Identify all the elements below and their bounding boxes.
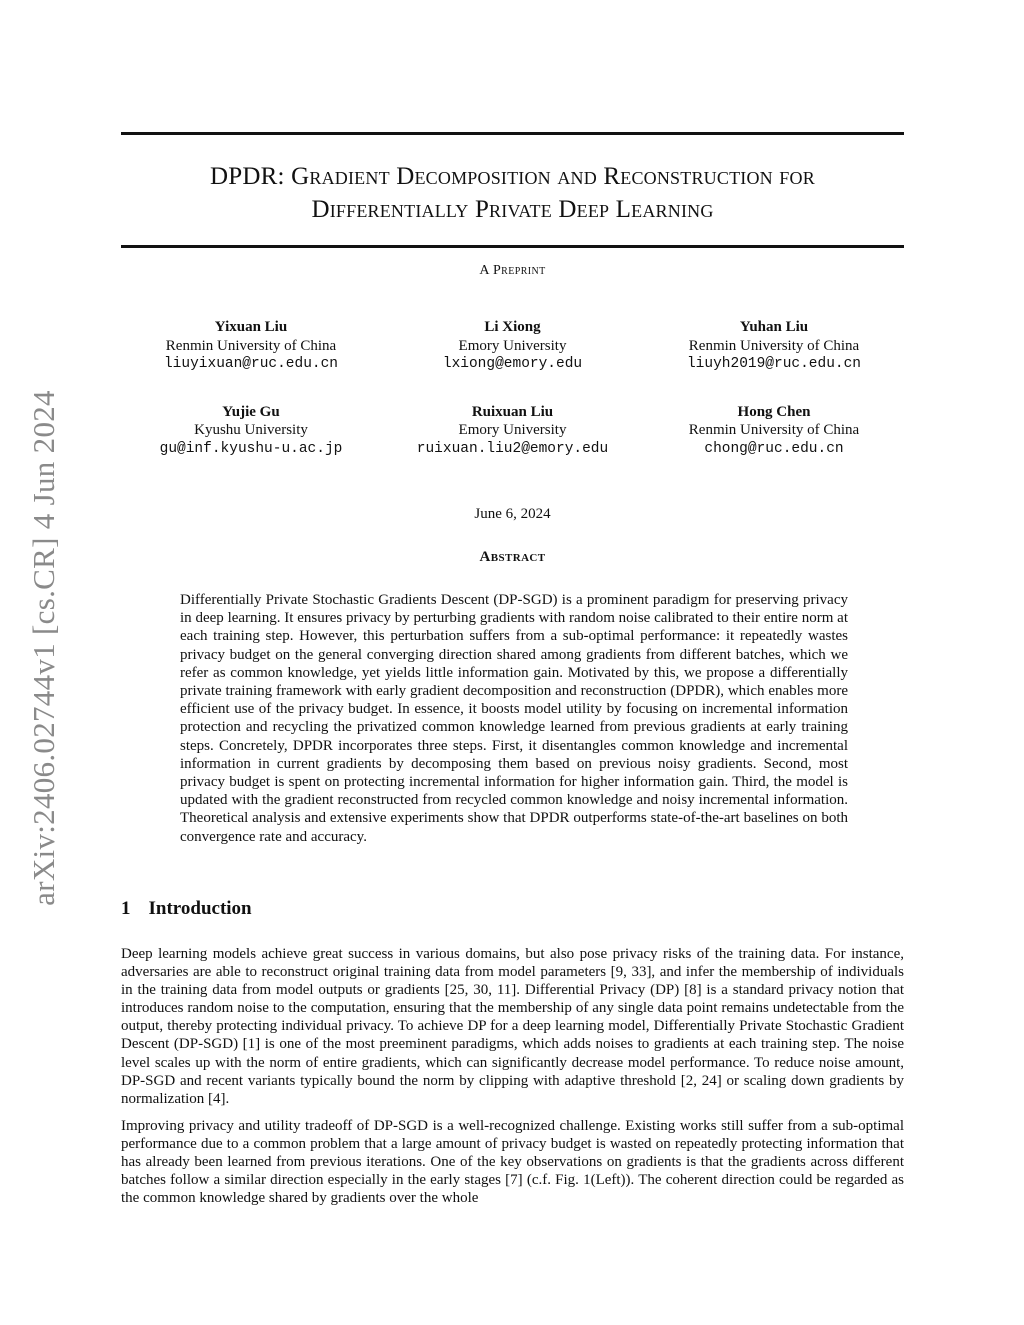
author-name: Ruixuan Liu (471, 403, 554, 420)
author-affiliation: Emory University (458, 337, 567, 354)
body-paragraph: Deep learning models achieve great success in various domains, but also pose privacy risks of the training data. For instance, adversaries are able to reconstruct original training data from model parameters [9, 33], and infer the membership of individuals in the training data from model outputs or gradients [25, 30, 11]. Differential Privacy (DP) [8] is a standard privacy notion that introduces random noise to the computation, ensuring that the membership of any single data point remains undetectable from the output, thereby protecting individual privacy. To achieve DP for a deep learning model, Differentially Private Stochastic Gradient Descent (DP-SGD) [1] is one of the most preeminent paradigms, which adds noises to gradients at each training step. The noise level scales up with the norm of entire gradients, which can significantly decrease model performance. To reduce noise amount, DP-SGD and recent variants typically bound the norm by clipping with adaptive threshold [2, 24] or scaling down gradients by normalization [4]. (121, 946, 904, 1107)
author-row-1 (121, 318, 904, 374)
section-title: Introduction (148, 898, 252, 919)
author-name: Yuhan Liu (739, 319, 809, 335)
author-email[interactable]: liuyixuan@ruc.edu.cn (163, 356, 339, 372)
paper-title (121, 160, 904, 226)
title-line-1: DPDR: Gradient Decomposition and Reconstruction for (210, 163, 815, 190)
author-affiliation: Kyushu University (194, 422, 308, 438)
author-name: Yujie Gu (222, 403, 280, 420)
title-top-rule (121, 132, 904, 135)
section-number: 1 (121, 898, 131, 919)
author-card (644, 403, 904, 459)
author-affiliation: Renmin University of China (688, 337, 860, 354)
abstract-text: Differentially Private Stochastic Gradients Descent (DP-SGD) is a prominent paradigm for preserving privacy in deep learning. It ensures privacy by perturbing gradients with random noise calibrated to their entire norm at each training step. However, this perturbation suffers from a sub-optimal performance: it repeatedly wastes privacy budget on the general converging direction shared among gradients from different batches, which we refer as common knowledge, yet yields little information gain. Motivated by this, we propose a differentially private training framework with early gradient decomposition and reconstruction (DPDR), which enables more efficient use of the privacy budget. In essence, it boosts model utility by focusing on incremental information protection and recycling the privatized common knowledge learned from previous gradients at early training steps. Concretely, DPDR incorporates three steps. First, it disentangles common knowledge and incremental information in current gradients by decomposing them based on previous noisy gradients. Second, most privacy budget is spent on protecting incremental information for higher information gain. Third, the model is updated with the gradient reconstructed from recycled common knowledge and noisy incremental information. Theoretical analysis and extensive experiments show that DPDR outperforms state-of-the-art baselines on both convergence rate and accuracy. (180, 592, 848, 845)
preprint-label: A Preprint (479, 263, 546, 278)
author-email[interactable]: ruixuan.liu2@emory.edu (416, 440, 609, 457)
author-affiliation: Renmin University of China (165, 337, 337, 354)
author-email[interactable]: gu@inf.kyushu-u.ac.jp (159, 440, 343, 457)
author-email[interactable]: lxiong@emory.edu (442, 356, 583, 372)
author-name: Li Xiong (484, 319, 541, 335)
author-email[interactable]: chong@ruc.edu.cn (704, 440, 844, 457)
author-email[interactable]: liuyh2019@ruc.edu.cn (686, 356, 862, 372)
author-card (121, 403, 381, 459)
abstract-heading: Abstract (479, 549, 546, 565)
author-name: Hong Chen (737, 403, 811, 420)
author-card (644, 318, 904, 374)
publication-date: June 6, 2024 (474, 506, 551, 522)
arxiv-identifier[interactable]: arXiv:2406.02744v1 [cs.CR] 4 Jun 2024 (26, 390, 61, 906)
author-name: Yixuan Liu (214, 319, 288, 335)
author-affiliation: Emory University (458, 422, 567, 438)
body-paragraph: Improving privacy and utility tradeoff of DP-SGD is a well-recognized challenge. Existing works still suffer from a sub-optimal performance due to a common problem that a large amount of privacy budget is wasted on repeatedly protecting information that has already been learned from previous iterations. One of the key observations on gradients is that the gradients across different batches follow a similar direction especially in the early stages [7] (c.f. Fig. 1(Left)). The coherent direction could be regarded as the common knowledge shared by gradients over the whole (121, 1118, 904, 1207)
title-bottom-rule (121, 245, 904, 248)
author-row-2 (121, 403, 904, 459)
author-card (121, 318, 381, 374)
section-heading (121, 898, 252, 920)
author-block (121, 318, 904, 487)
author-card (383, 318, 643, 374)
author-affiliation: Renmin University of China (688, 422, 860, 438)
author-card (383, 403, 643, 459)
title-line-2: Differentially Private Deep Learning (311, 196, 714, 223)
